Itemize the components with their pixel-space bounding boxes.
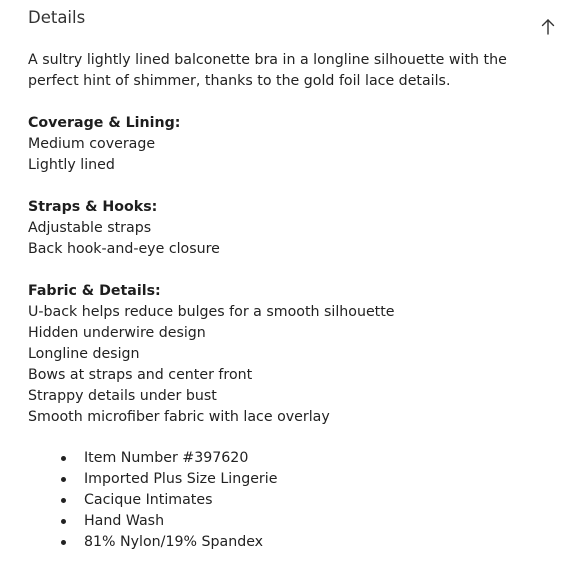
list-item	[61, 511, 548, 532]
section-heading: Fabric & Details:	[28, 283, 161, 299]
details-content	[28, 50, 548, 554]
arrow-up-icon	[540, 18, 556, 35]
section-line: Longline design	[28, 346, 140, 362]
bullet-icon	[61, 498, 66, 503]
section-line: U-back helps reduce bulges for a smooth silhouette	[28, 304, 395, 320]
section-heading: Coverage & Lining:	[28, 115, 181, 131]
details-title: Details	[28, 8, 86, 27]
bullet-icon	[61, 477, 66, 482]
section-fabric-details	[28, 281, 548, 428]
section-line: Medium coverage	[28, 136, 156, 152]
collapse-button[interactable]	[536, 14, 560, 38]
section-line: Hidden underwire design	[28, 325, 206, 341]
fact-text: Imported Plus Size Lingerie	[84, 471, 278, 487]
list-item	[61, 469, 548, 490]
bullet-icon	[61, 519, 66, 524]
fact-text: Cacique Intimates	[84, 492, 213, 508]
product-facts-list	[28, 448, 548, 553]
section-line: Back hook-and-eye closure	[28, 241, 220, 257]
section-coverage-lining	[28, 113, 548, 176]
list-item	[61, 490, 548, 511]
product-description: A sultry lightly lined balconette bra in a longline silhouette with the perfect hint of shimmer, thanks to the gold foil lace details.	[28, 52, 507, 89]
fact-text: Hand Wash	[84, 513, 165, 529]
fact-text: Item Number #397620	[84, 450, 249, 466]
bullet-icon	[61, 540, 66, 545]
section-straps-hooks	[28, 197, 548, 260]
details-header[interactable]	[28, 8, 560, 36]
section-line: Strappy details under bust	[28, 388, 217, 404]
section-line: Adjustable straps	[28, 220, 152, 236]
list-item	[61, 448, 548, 469]
fact-text: 81% Nylon/19% Spandex	[84, 534, 264, 550]
section-line: Bows at straps and center front	[28, 367, 253, 383]
section-heading: Straps & Hooks:	[28, 199, 158, 215]
list-item	[61, 532, 548, 553]
section-line: Smooth microfiber fabric with lace overlay	[28, 409, 330, 425]
bullet-icon	[61, 456, 66, 461]
section-line: Lightly lined	[28, 157, 115, 173]
